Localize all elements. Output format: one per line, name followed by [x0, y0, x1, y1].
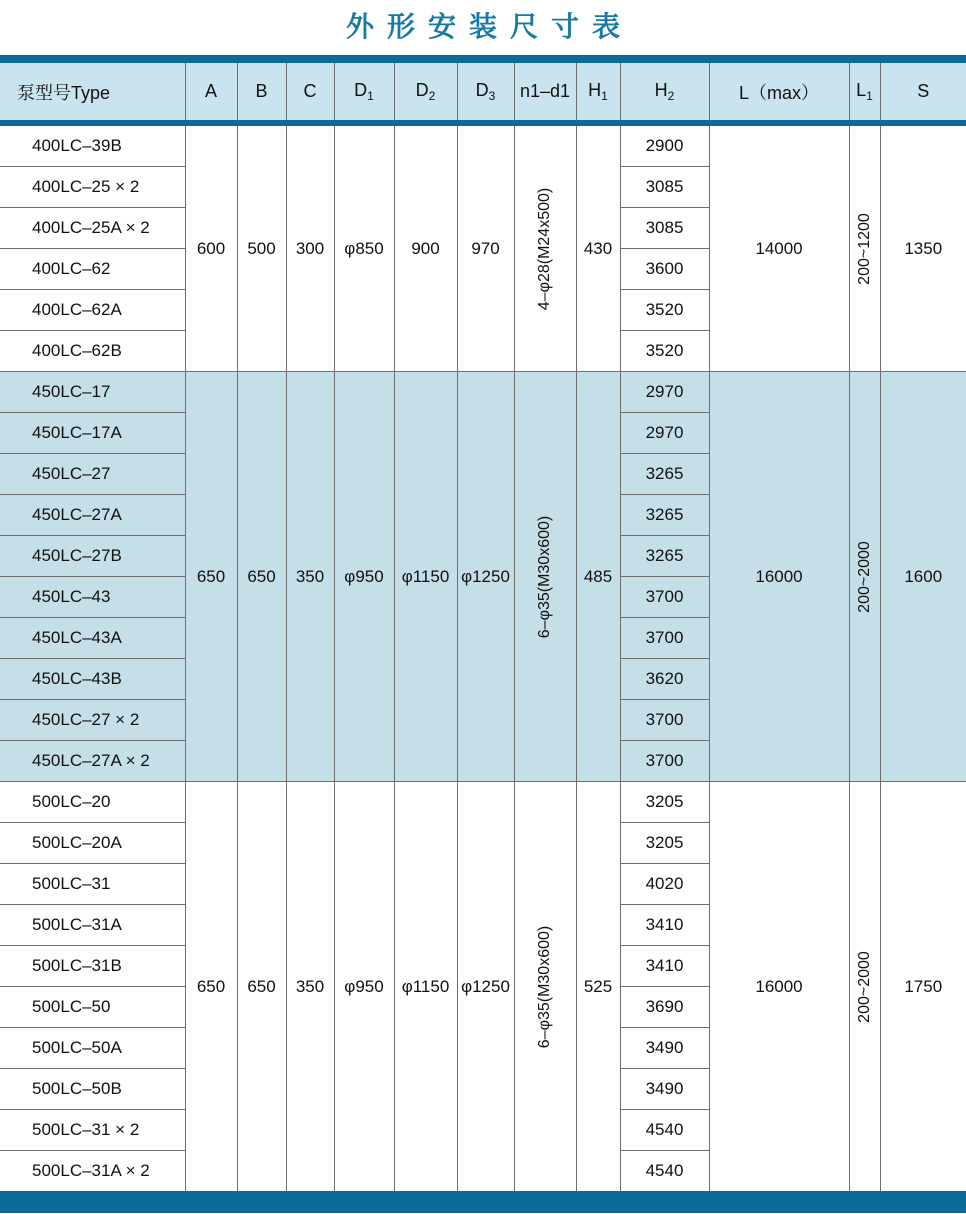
merged-cell-S: 1350: [880, 126, 966, 372]
h2-value-cell: 3265: [620, 454, 709, 495]
merged-cell-A: 650: [185, 372, 237, 782]
h2-value-cell: 4020: [620, 864, 709, 905]
pump-type-cell: 500LC–31: [0, 864, 185, 905]
col-header-D1: [334, 63, 394, 120]
h2-value-cell: 3690: [620, 987, 709, 1028]
col-header-Lmax: [709, 63, 849, 120]
col-header-label: S: [917, 81, 930, 101]
pump-type-cell: 400LC–62B: [0, 331, 185, 372]
merged-cell-B: 650: [237, 782, 286, 1192]
pump-type-cell: 450LC–17A: [0, 413, 185, 454]
col-header-label: B: [255, 81, 268, 101]
pump-type-cell: 450LC–43B: [0, 659, 185, 700]
pump-type-cell: 500LC–50: [0, 987, 185, 1028]
h2-value-cell: 3085: [620, 208, 709, 249]
pump-type-cell: 450LC–17: [0, 372, 185, 413]
merged-cell-n1d1: [514, 782, 576, 1192]
h2-value-cell: 3205: [620, 823, 709, 864]
col-header-label: D: [415, 80, 429, 100]
col-header-label: H: [588, 80, 602, 100]
rotated-value-L1: 200~2000: [855, 540, 873, 613]
col-header-B: [237, 63, 286, 120]
merged-cell-A: 650: [185, 782, 237, 1192]
pump-type-cell: 400LC–62: [0, 249, 185, 290]
pump-type-cell: 450LC–27: [0, 454, 185, 495]
h2-value-cell: 3700: [620, 741, 709, 782]
h2-value-cell: 4540: [620, 1151, 709, 1192]
h2-value-cell: 2900: [620, 126, 709, 167]
col-header-type: [0, 63, 185, 120]
h2-value-cell: 3700: [620, 577, 709, 618]
pump-type-cell: 450LC–43A: [0, 618, 185, 659]
merged-cell-H1: 430: [576, 126, 620, 372]
pump-type-cell: 450LC–43: [0, 577, 185, 618]
merged-cell-B: 650: [237, 372, 286, 782]
rotated-value-n1d1: 6–φ35(M30x600): [536, 515, 553, 638]
merged-cell-D3: φ1250: [457, 782, 514, 1192]
col-header-H1: [576, 63, 620, 120]
table-body: [0, 126, 966, 1191]
merged-cell-D1: φ850: [334, 126, 394, 372]
dimensions-table: [0, 55, 966, 1213]
rotated-value-n1d1: 4–φ28(M24x500): [536, 187, 553, 310]
pump-type-cell: 400LC–62A: [0, 290, 185, 331]
pump-type-cell: 500LC–31B: [0, 946, 185, 987]
pump-type-cell: 450LC–27A × 2: [0, 741, 185, 782]
h2-value-cell: 2970: [620, 413, 709, 454]
h2-value-cell: 3490: [620, 1069, 709, 1110]
table-row: [0, 126, 966, 167]
col-header-label: D: [475, 80, 489, 100]
pump-type-cell: 500LC–20: [0, 782, 185, 823]
col-header-subscript: 1: [367, 89, 374, 103]
merged-cell-D1: φ950: [334, 372, 394, 782]
col-header-label: C: [303, 81, 317, 101]
col-header-C: [286, 63, 334, 120]
merged-cell-A: 600: [185, 126, 237, 372]
merged-cell-L: 16000: [709, 372, 849, 782]
col-header-subscript: 1: [601, 89, 608, 103]
merged-cell-B: 500: [237, 126, 286, 372]
col-header-L1: [849, 63, 880, 120]
h2-value-cell: 4540: [620, 1110, 709, 1151]
merged-cell-D1: φ950: [334, 782, 394, 1192]
h2-value-cell: 3700: [620, 700, 709, 741]
pump-type-cell: 450LC–27B: [0, 536, 185, 577]
h2-value-cell: 3265: [620, 536, 709, 577]
merged-cell-L1: [849, 126, 880, 372]
h2-value-cell: 3600: [620, 249, 709, 290]
col-header-subscript: 1: [866, 89, 873, 103]
col-header-A: [185, 63, 237, 120]
pump-type-cell: 500LC–50A: [0, 1028, 185, 1069]
col-header-D3: [457, 63, 514, 120]
h2-value-cell: 3085: [620, 167, 709, 208]
pump-type-cell: 400LC–39B: [0, 126, 185, 167]
rotated-value-L1: 200~2000: [855, 950, 873, 1023]
merged-cell-D3: φ1250: [457, 372, 514, 782]
accent-bar-top: [0, 55, 966, 63]
merged-cell-C: 300: [286, 126, 334, 372]
col-header-subscript: 2: [428, 89, 436, 103]
h2-value-cell: 3205: [620, 782, 709, 823]
rotated-value-L1: 200~1200: [855, 212, 873, 285]
col-header-label: n1–d1: [519, 81, 571, 101]
merged-cell-L1: [849, 372, 880, 782]
rotated-value-n1d1: 6–φ35(M30x600): [536, 925, 553, 1048]
merged-cell-L1: [849, 782, 880, 1192]
col-header-label: D: [354, 80, 368, 100]
merged-cell-D3: 970: [457, 126, 514, 372]
page-title: 外形安装尺寸表: [345, 11, 633, 42]
merged-cell-n1d1: [514, 126, 576, 372]
pump-type-cell: 400LC–25 × 2: [0, 167, 185, 208]
col-header-label: H: [654, 80, 668, 100]
col-header-H2: [620, 63, 709, 120]
pump-type-cell: 500LC–31 × 2: [0, 1110, 185, 1151]
h2-value-cell: 3410: [620, 946, 709, 987]
merged-cell-C: 350: [286, 782, 334, 1192]
h2-value-cell: 3265: [620, 495, 709, 536]
h2-value-cell: 3520: [620, 331, 709, 372]
col-header-label: L: [856, 80, 867, 100]
h2-value-cell: 2970: [620, 372, 709, 413]
h2-value-cell: 3520: [620, 290, 709, 331]
h2-value-cell: 3620: [620, 659, 709, 700]
accent-bar-bottom: [0, 1191, 966, 1213]
merged-cell-n1d1: [514, 372, 576, 782]
h2-value-cell: 3490: [620, 1028, 709, 1069]
header-row: [0, 63, 966, 120]
pump-type-cell: 400LC–25A × 2: [0, 208, 185, 249]
col-header-label: L（max）: [738, 82, 819, 103]
pump-type-cell: 500LC–20A: [0, 823, 185, 864]
merged-cell-H1: 485: [576, 372, 620, 782]
pump-type-cell: 500LC–31A × 2: [0, 1151, 185, 1192]
pump-type-cell: 500LC–50B: [0, 1069, 185, 1110]
pump-type-cell: 450LC–27 × 2: [0, 700, 185, 741]
col-header-label: A: [204, 81, 217, 101]
col-header-subscript: 2: [667, 89, 675, 103]
merged-cell-H1: 525: [576, 782, 620, 1192]
table-row: [0, 782, 966, 823]
col-header-S: [880, 63, 966, 120]
merged-cell-L: 14000: [709, 126, 849, 372]
table-row: [0, 372, 966, 413]
col-header-n1d1: [514, 63, 576, 120]
h2-value-cell: 3410: [620, 905, 709, 946]
h2-value-cell: 3700: [620, 618, 709, 659]
merged-cell-S: 1600: [880, 372, 966, 782]
merged-cell-D2: 900: [394, 126, 457, 372]
merged-cell-D2: φ1150: [394, 782, 457, 1192]
merged-cell-C: 350: [286, 372, 334, 782]
pump-type-cell: 450LC–27A: [0, 495, 185, 536]
col-header-subscript: 3: [488, 89, 496, 103]
merged-cell-D2: φ1150: [394, 372, 457, 782]
col-header-D2: [394, 63, 457, 120]
pump-type-cell: 500LC–31A: [0, 905, 185, 946]
merged-cell-L: 16000: [709, 782, 849, 1192]
merged-cell-S: 1750: [880, 782, 966, 1192]
col-header-label: 泵型号Type: [17, 82, 111, 103]
